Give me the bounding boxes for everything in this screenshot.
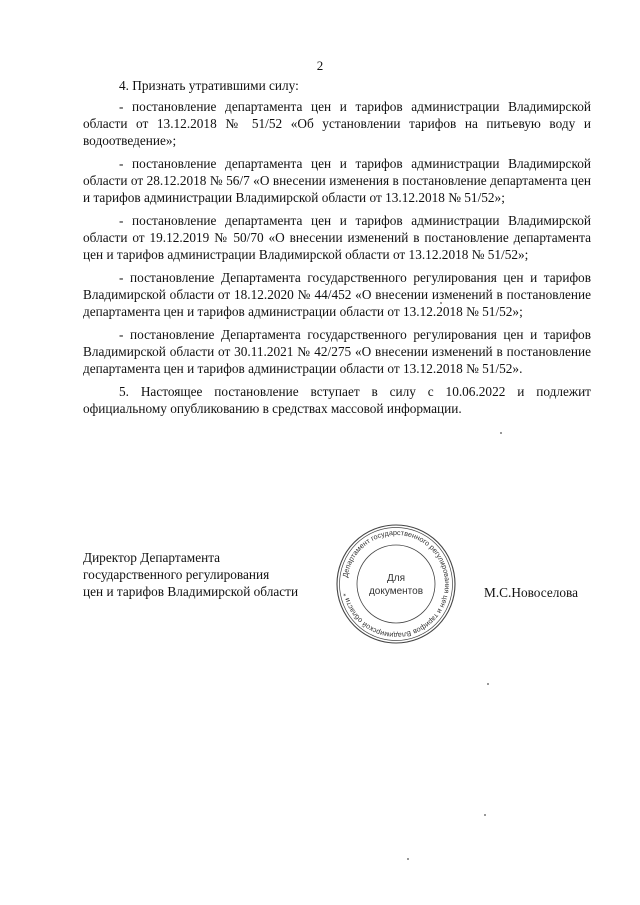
scan-speck — [407, 858, 409, 860]
repealed-item-4: - постановление Департамента государственного регулирования цен и тарифов Владимирской области от 18.12.2020 № 44/452 «О внесении изменений в постановление департамента цен и тарифов администрации области от 13.12.2018 № 51/52»; — [83, 270, 591, 319]
document-body — [83, 77, 591, 423]
stamp-center-line-2: документов — [368, 586, 424, 597]
official-stamp — [335, 523, 457, 645]
scan-speck — [500, 432, 502, 434]
signer-title-line-3: цен и тарифов Владимирской области — [83, 584, 299, 599]
repealed-item-2: - постановление департамента цен и тарифов администрации Владимирской области от 28.12.2018 № 56/7 «О внесении изменения в постановление департамента цен и тарифов администрации Владимирской области от 13.12.2018 № 51/52»; — [83, 156, 591, 205]
stamp-ring-text: Департамент государственного регулирования цен и тарифов Владимирской области * — [340, 527, 453, 641]
clause-5: 5. Настоящее постановление вступает в силу с 10.06.2022 и подлежит официальному опубликованию в средствах массовой информации. — [83, 384, 591, 416]
scan-speck — [440, 302, 442, 304]
repealed-item-3: - постановление департамента цен и тарифов администрации Владимирской области от 19.12.2019 № 50/70 «О внесении изменений в постановление департамента цен и тарифов администрации Владимирской области от 13.12.2018 № 51/52»; — [83, 213, 591, 262]
signer-title-line-2: государственного регулирования — [83, 567, 270, 582]
repealed-item-5: - постановление Департамента государственного регулирования цен и тарифов Владимирской области от 30.11.2021 № 42/275 «О внесении изменений в постановление департамента цен и тарифов администрации области от 13.12.2018 № 51/52». — [83, 327, 591, 376]
clause-4-heading: 4. Признать утратившими силу: — [119, 78, 299, 93]
signature-block — [83, 549, 298, 600]
stamp-center-line-1: Для — [386, 573, 406, 584]
signer-title-line-1: Директор Департамента — [83, 550, 221, 565]
scan-speck — [484, 814, 486, 816]
scan-speck — [487, 683, 489, 685]
page-number: 2 — [316, 58, 324, 73]
repealed-item-1: - постановление департамента цен и тарифов администрации Владимирской области от 13.12.2018 № 51/52 «Об установлении тарифов на питьевую воду и водоотведение»; — [83, 99, 591, 148]
signer-name: М.С.Новоселова — [484, 585, 579, 600]
